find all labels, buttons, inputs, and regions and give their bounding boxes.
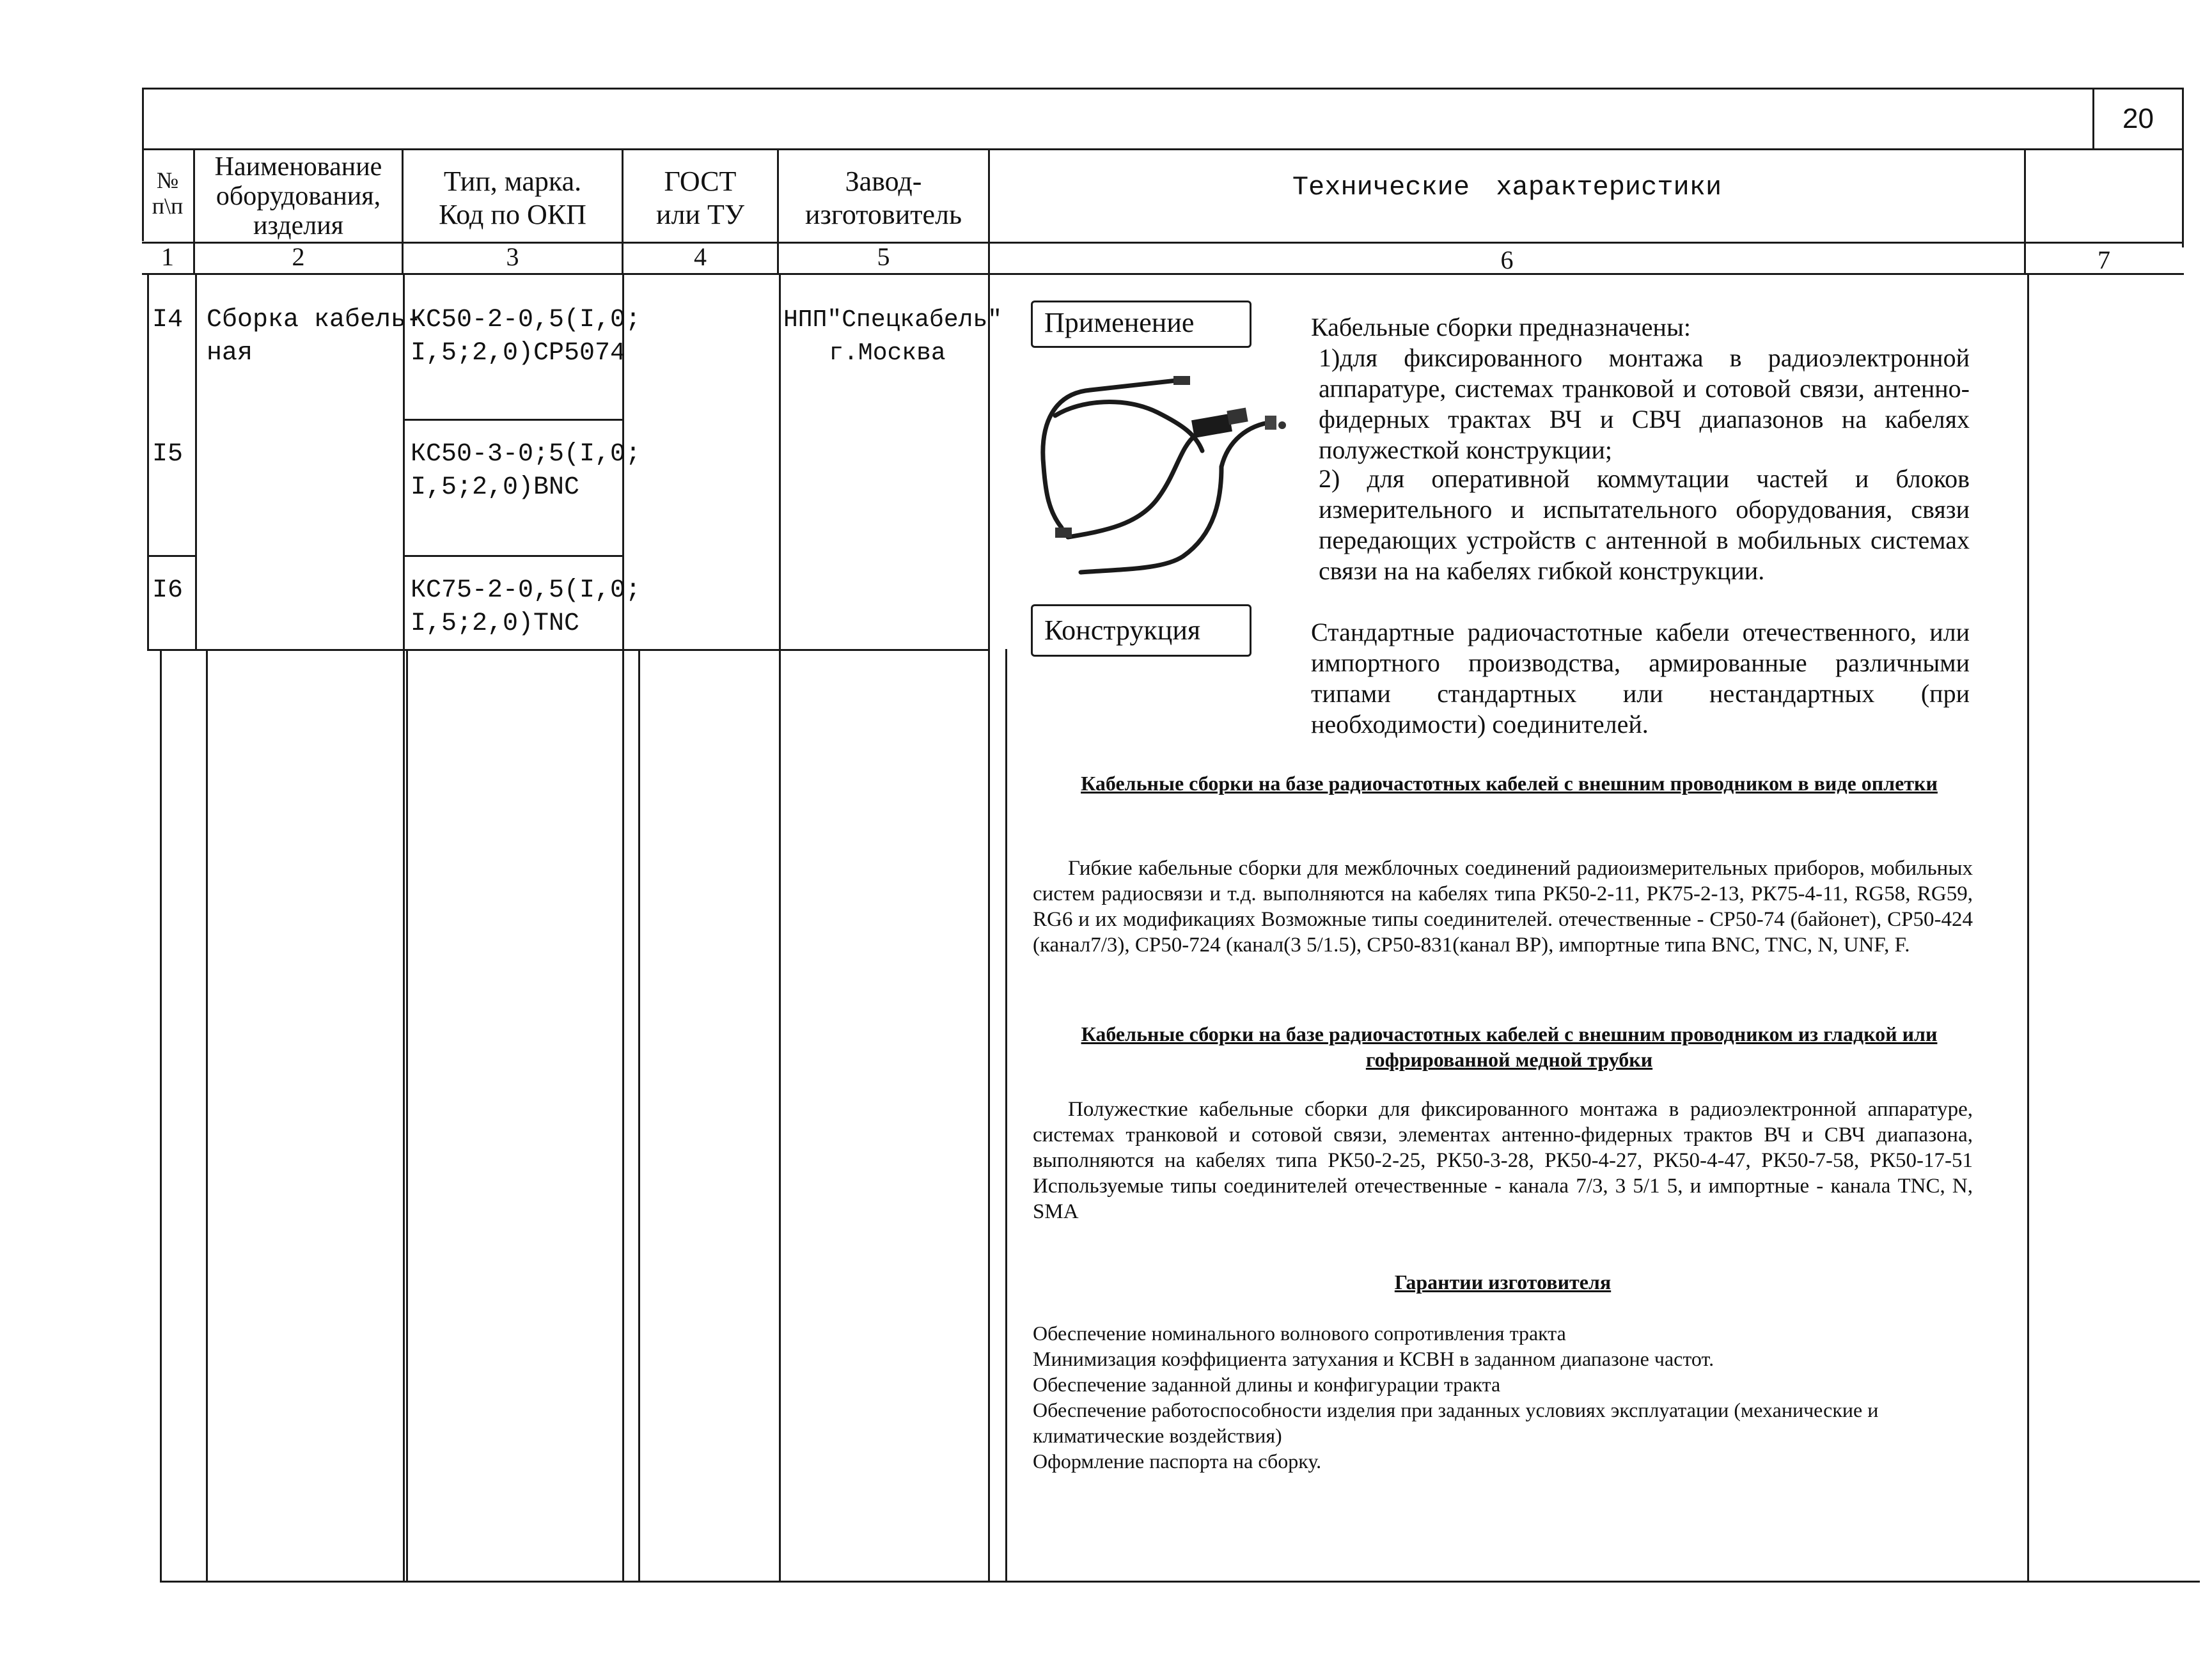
body-col-sep-2 [403,273,405,1583]
table-bottom-border [160,1581,2200,1583]
header-col-type: Тип, марка. Код по ОКП [439,166,586,230]
body-col-sep-5b [1005,649,1007,1583]
row-15-type: КС50-3-0;5(I,0; I,5;2,0)BNC [411,440,641,502]
row-sep-16-end [147,649,988,651]
header-col-name: Наименование оборудования, изделия [214,152,382,240]
header-col-gost: ГОСТ или ТУ [655,166,745,230]
section-braided-text: Гибкие кабельные сборки для межблочных соединений радиоизмерительных приборов, мобильных систем радиосвязи и т.д. выполняются на кабелях типа РК50-2-11, РК75-2-13, РК75-4-11, RG58, RG59, RG6 и их модификациях Возможные типы соединителей. отечественные - СР50-74 (байонет), СР50-424 (канал7/3), СР50-724 (канал(3 5/1.5), СР50-831(канал ВР), импортные типа BNC, TNC, N, UNF, F. [1033,857,1973,957]
colnum-2: 2 [292,242,305,271]
body-left-border-lower [160,649,162,1583]
section-braided-title: Кабельные сборки на базе радиочастотных кабелей с внешним проводником в виде оплетки [1081,772,1938,795]
row-sep-15-16b [403,555,622,557]
application-item-1: 1)для фиксированного монтажа в радиоэлектронной аппаратуре, системах транковой и сотовой связи, антенно-фидерных трактах ВЧ и СВЧ диапазонов на кабелях полужесткой конструкции; [1319,343,1970,464]
cable-assembly-illustration [1030,364,1305,575]
section-rigid-text: Полужесткие кабельные сборки для фиксированного монтажа в радиоэлектронной аппаратуре, системах транковой и сотовой связи, элементах антенно-фидерных трактов ВЧ и СВЧ диапазона, выполняются на кабелях типа РК50-2-25, РК50-3-28, РК50-4-27, РК50-4-47, РК50-7-58, РК50-17-51 Используемые типы соединителей отечественные - канала 7/3, 3 5/1 5, и импортные - канала TNC, N, SMA [1033,1098,1973,1223]
guarantee-item: Обеспечение номинального волнового сопротивления тракта [1033,1322,1566,1345]
body-col-sep-1 [195,273,197,650]
guarantee-item: Минимизация коэффициента затухания и КСВН в заданном диапазоне частот. [1033,1347,1714,1370]
application-label: Применение [1031,301,1251,348]
body-col-sep-2b [406,649,408,1583]
row-16-type: КС75-2-0,5(I,0; I,5;2,0)TNC [411,576,641,638]
header-col-manufacturer: Завод- изготовитель [804,166,962,230]
table-right-border [2182,88,2184,247]
guarantees-list [1033,1320,1973,1474]
row-sep-15-16 [147,555,195,557]
header-col-specs: Технические характеристики [1292,172,1722,203]
row-14-manufacturer: НПП"Спецкабель" г.Москва [783,306,1003,367]
body-col-sep-4 [779,273,781,1583]
row-14-number: I4 [152,306,184,334]
body-col-sep-3b [638,649,640,1583]
colnum-5: 5 [877,242,890,271]
body-col-sep-6 [2027,273,2029,1583]
section-rigid-title: Кабельные сборки на базе радиочастотных кабелей с внешним проводником из гладкой или гофрированной медной трубки [1081,1022,1938,1071]
colnum-1: 1 [161,242,174,271]
table-top-border [142,88,2184,90]
construction-text: Стандартные радиочастотные кабели отечественного, или импортного производства, армированные различными типами стандартных или нестандартных (при необходимости) соединителей. [1311,618,1970,739]
row-15-number: I5 [152,440,184,469]
colnum-3: 3 [506,242,519,271]
body-left-border [147,273,149,650]
colnum-6: 6 [1500,246,1514,274]
colnum-7: 7 [2098,246,2110,274]
body-col-sep-5 [988,273,990,1583]
section-guarantees-title: Гарантии изготовителя [1394,1271,1612,1294]
header-top-line [142,148,2184,150]
guarantee-item: Оформление паспорта на сборку. [1033,1450,1322,1473]
application-intro: Кабельные сборки предназначены: [1311,313,1691,341]
row-14-name: Сборка кабель- ная [207,306,422,368]
header-col-number: № п\п [152,168,184,219]
guarantee-item: Обеспечение заданной длины и конфигурации тракта [1033,1373,1501,1396]
body-col-sep-1-lower [206,649,208,1583]
page-number: 20 [2122,103,2154,134]
construction-label: Конструкция [1031,604,1251,657]
row-16-number: I6 [152,576,184,605]
colnum-4: 4 [694,242,707,271]
row-sep-14-15 [403,419,622,421]
application-item-2: 2) для оперативной коммутации частей и блоков измерительного и испытательного оборудования, связи передающих устройств с антенной в мобильных системах связи на на кабелях гибкой конструкции. [1319,464,1970,585]
row-14-type: КС50-2-0,5(I,0; I,5;2,0)СР5074 [411,306,641,368]
guarantee-item: Обеспечение работоспособности изделия при заданных условиях эксплуатации (механические и климатические воздействия) [1033,1398,1879,1447]
